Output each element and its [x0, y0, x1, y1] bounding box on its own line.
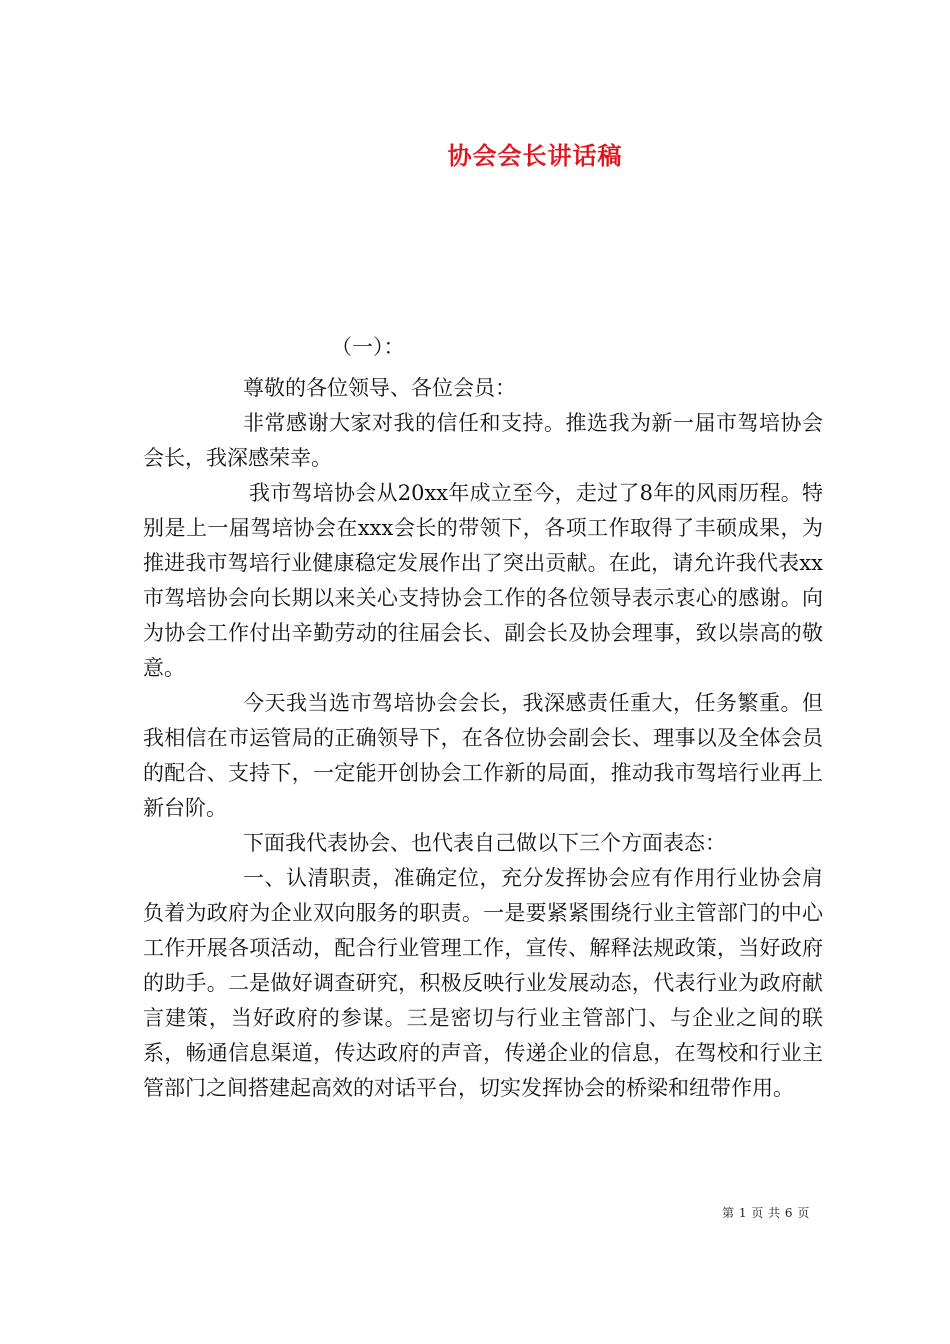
paragraph-3: 今天我当选市驾培协会会长，我深感责任重大，任务繁重。但我相信在市运管局的正确领导下，在各位协会副会长、理事以及全体会员的配合、支持下，一定能开创协会工作新的局面，推动我市驾培行业再上新台阶。: [143, 691, 823, 820]
paragraph-4: 下面我代表协会、也代表自己做以下三个方面表态：: [243, 831, 726, 855]
section-mark: （一）：: [331, 335, 405, 359]
salutation: 尊敬的各位领导、各位会员：: [243, 376, 516, 400]
paragraph-1: 非常感谢大家对我的信任和支持。推选我为新一届市驾培协会会长，我深感荣幸。: [143, 411, 823, 470]
paragraph-2: 我市驾培协会从20xx年成立至今，走过了8年的风雨历程。特别是上一届驾培协会在xxx会长的带领下，各项工作取得了丰硕成果，为推进我市驾培行业健康稳定发展作出了突出贡献。在此，请允许我代表xx市驾培协会向长期以来关心支持协会工作的各位领导表示衷心的感谢。向为协会工作付出辛勤劳动的往届会长、副会长及协会理事，致以崇高的敬意。: [143, 481, 823, 680]
page-number: 第 1 页 共 6 页: [722, 1206, 810, 1220]
paragraph-5: 一、认清职责，准确定位，充分发挥协会应有作用行业协会肩负着为政府为企业双向服务的职责。一是要紧紧围绕行业主管部门的中心工作开展各项活动，配合行业管理工作，宣传、解释法规政策，当好政府的助手。二是做好调查研究，积极反映行业发展动态，代表行业为政府献言建策，当好政府的参谋。三是密切与行业主管部门、与企业之间的联系，畅通信息渠道，传达政府的声音，传递企业的信息，在驾校和行业主管部门之间搭建起高效的对话平台，切实发挥协会的桥梁和纽带作用。: [143, 866, 823, 1100]
document-title: 协会会长讲话稿: [447, 141, 623, 170]
document-body: [143, 330, 823, 1106]
